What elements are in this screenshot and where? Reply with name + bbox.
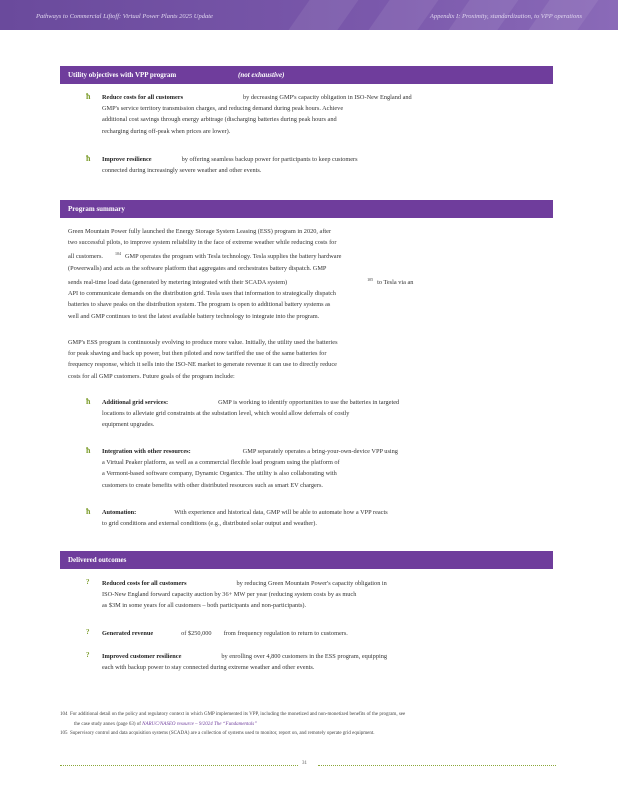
summary-heading-bar	[60, 200, 553, 218]
outcome-title: Improved customer resilience	[102, 653, 182, 660]
outcome-title: Generated revenue	[102, 630, 154, 637]
objective-title: Improve resilience	[102, 156, 152, 163]
bullet-icon: ħ	[86, 507, 91, 516]
bullet-icon: ħ	[86, 92, 91, 101]
outcome-item-3: Improved customer resilience by enrolling over 4,800 customers in the ESS program, equipping each with backup power to stay connected during extreme weather and other events.	[102, 653, 388, 672]
bullet-icon: ?	[86, 628, 90, 636]
objectives-heading-note: (not exhaustive)	[238, 71, 285, 79]
footnote-105: 105 Supervisory control and data acquisition systems (SCADA) are a collection of systems used to monitor, report on, and remotely operate grid equipment.	[60, 731, 375, 736]
footnote-104-link[interactable]: NARUC/NASEO resource – 9/2024 The “Fundamentals”	[142, 721, 257, 727]
footnote-ref-104[interactable]: 104	[114, 251, 121, 257]
bullet-icon: ?	[86, 651, 90, 659]
objectives-heading: Utility objectives with VPP program	[68, 71, 177, 79]
objective-title: Reduce costs for all customers	[102, 94, 184, 101]
bullet-icon: ?	[86, 578, 90, 586]
goal-item-3: Automation: With experience and historical data, GMP will be able to automate how a VPP reacts to grid conditions and external conditions (e.g., distributed solar output and weather).	[102, 509, 388, 528]
header-section: Appendix I: Proximity, standardization, to VPP operations	[429, 13, 582, 20]
summary-paragraph-1: Green Mountain Power fully launched the Energy Storage System Leasing (ESS) program in 2020, after two successful pilots, to improve system reliability in the face of extreme weather while reducing costs for all customers. $^{104}$ GMP operates the program with Tesla technology. Tesla supplies the battery hardware (Powerwalls) and acts as the software platform that aggregates and orchestrates battery dispatch. GMP sends real-time load data (generated by metering integrated with their SCADA system) $^{105}$ to Tesla via an API to communicate demands on the distribution grid. Tesla uses that information to strategically dispatch batteries to shave peaks on the distribution system. The program is open to additional battery systems as well and GMP continues to test the latest available battery technology to integrate into the program.	[68, 228, 414, 320]
bullet-icon: ħ	[86, 397, 91, 406]
goal-title: Additional grid services:	[102, 399, 169, 406]
footnotes	[60, 710, 560, 739]
bullet-icon: ħ	[86, 154, 91, 163]
outcome-title: Reduced costs for all customers	[102, 580, 187, 587]
footer-divider-left	[60, 765, 298, 766]
goal-title: Automation:	[102, 509, 137, 516]
summary-heading: Program summary	[68, 205, 125, 213]
footnote-104: 104 For additional detail on the policy and regulatory context in which GMP implemented its VPP, including the monetized and non-monetized benefits of the program, see	[60, 712, 406, 717]
bullet-icon: ħ	[86, 446, 91, 455]
footer-divider-right	[318, 765, 556, 766]
outcome-item-1: Reduced costs for all customers by reducing Green Mountain Power's capacity obligation in ISO-New England forward capacity auction by 36+ MW per year (reducing system costs by as much as $3M in some years for all customers – both participants and non-participants).	[102, 580, 387, 610]
outcomes-heading-bar	[60, 551, 553, 569]
page-number: 31	[302, 761, 307, 766]
header-title: Pathways to Commercial Liftoff: Virtual Power Plants 2025 Update	[36, 13, 213, 20]
header-decoration	[281, 0, 360, 30]
objective-item-2: Improve resilience by offering seamless backup power for participants to keep customers connected during increasingly severe weather and other events.	[102, 156, 358, 175]
outcomes-heading: Delivered outcomes	[68, 556, 127, 564]
page-header-band	[0, 0, 618, 30]
header-decoration	[361, 0, 440, 30]
objective-item-1: Reduce costs for all customers by decreasing GMP's capacity obligation in ISO-New England and GMP's service territory transmission charges, and reducing demand during peak hours. Achieve additional cost savings through energy arbitrage (discharging batteries during peak hours and recharging during off-peak when prices are lower).	[102, 94, 412, 135]
objectives-heading-bar	[60, 66, 553, 84]
footnote-ref-105[interactable]: 105	[367, 276, 374, 282]
outcome-item-2: Generated revenue of $250,000 from frequency regulation to return to customers.	[102, 630, 348, 637]
goal-item-1: Additional grid services: GMP is working to identify opportunities to use the batteries in targeted locations to alleviate grid constraints at the substation level, which would allow deferrals of costly equipment upgrades.	[102, 399, 400, 429]
goal-title: Integration with other resources:	[102, 448, 191, 455]
goal-item-2: Integration with other resources: GMP separately operates a bring-your-own-device VPP using a Virtual Peaker platform, as well as a commercial flexible load program using the platform of a Vermont-based software company, Dynamic Organics. The utility is also collaborating with customers to create benefits with other distributed resources such as smart EV chargers.	[102, 448, 398, 489]
footnote-104-cont: the case study annex (page 63) of NARUC/NASEO resource – 9/2024 The “Fundamentals”	[74, 721, 257, 727]
summary-paragraph-2: GMP's ESS program is continuously evolving to produce more value. Initially, the utility used the batteries for peak shaving and back up power, but then piloted and now tariffed the use of the same batteries for frequency response, which it sells into the ISO-NE market to generate revenue it can use to directly reduce costs for all GMP customers. Future goals of the program include:	[68, 339, 338, 380]
